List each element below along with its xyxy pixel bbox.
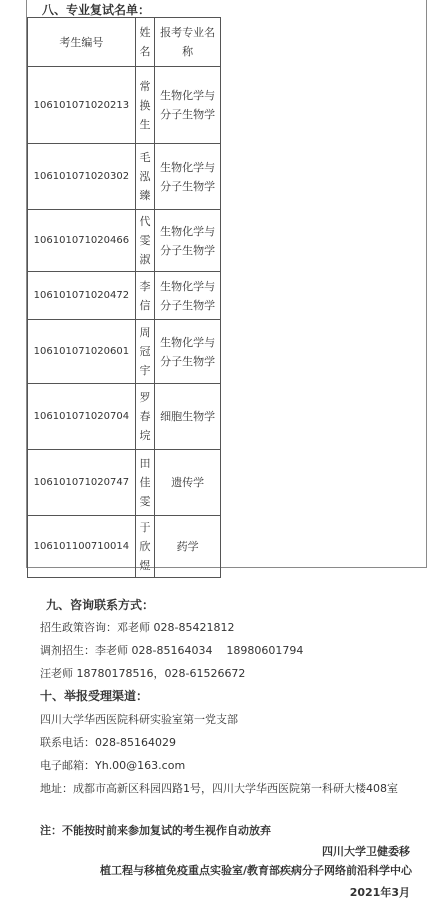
section-9-title: 九、咨询联系方式： [46,598,155,612]
candidate-major: 药学 [155,516,221,578]
transfer-contact: 调剂招生：李老师 028-85164034 18980601794 [40,644,304,657]
candidate-name-cell [135,450,155,516]
signature-date: 2021年3月 [349,886,410,899]
candidate-name: 罗春垸 [139,391,151,442]
report-email: 电子邮箱：Yh.00@163.com [40,759,186,772]
retest-list-table [27,17,221,578]
candidate-name-cell [135,384,155,450]
candidate-name: 田佳雯 [139,457,151,508]
candidate-name-cell [135,210,155,272]
candidate-name-cell [135,67,155,144]
frame-right-border [426,0,427,568]
candidate-id: 106101071020472 [28,272,136,320]
header-name-text: 姓名 [139,26,151,58]
absence-note: 注：不能按时前来参加复试的考生视作自动放弃 [40,824,271,837]
candidate-major: 遗传学 [155,450,221,516]
candidate-id: 106101071020213 [28,67,136,144]
candidate-major: 生物化学与分子生物学 [155,144,221,210]
retest-list-body [28,18,221,578]
report-org: 四川大学华西医院科研实验室第一党支部 [40,713,238,726]
candidate-id: 106101071020302 [28,144,136,210]
candidate-id: 106101100710014 [28,516,136,578]
signature-line-2: 植工程与移植免疫重点实验室/教育部疾病分子网络前沿科学中心 [99,864,412,877]
policy-contact: 招生政策咨询：邓老师 028-85421812 [40,621,235,634]
candidate-name-cell [135,272,155,320]
signature-line-1: 四川大学卫健委移 [322,845,410,858]
candidate-name-cell [135,516,155,578]
candidate-id: 106101071020704 [28,384,136,450]
table-row [28,450,221,516]
table-row [28,67,221,144]
candidate-name-cell [135,320,155,384]
table-row [28,210,221,272]
section-8-title: 八、专业复试名单： [42,3,151,17]
report-address: 地址：成都市高新区科园四路1号，四川大学华西医院第一科研大楼408室 [40,782,398,795]
table-row [28,272,221,320]
teacher-wang-contact: 汪老师 18780178516，028-61526672 [40,667,246,680]
candidate-major: 生物化学与分子生物学 [155,210,221,272]
candidate-major: 细胞生物学 [155,384,221,450]
candidate-name: 李信 [139,279,151,312]
candidate-name-cell [135,144,155,210]
header-major: 报考专业名称 [155,18,221,67]
table-row [28,516,221,578]
candidate-id: 106101071020466 [28,210,136,272]
section-10-title: 十、举报受理渠道： [40,689,149,703]
header-candidate-id: 考生编号 [28,18,136,67]
table-row [28,384,221,450]
candidate-name: 毛泓臻 [139,151,151,202]
table-row [28,144,221,210]
candidate-id: 106101071020747 [28,450,136,516]
candidate-id: 106101071020601 [28,320,136,384]
candidate-major: 生物化学与分子生物学 [155,67,221,144]
table-header-row [28,18,221,67]
candidate-name: 常换生 [139,79,151,131]
candidate-major: 生物化学与分子生物学 [155,320,221,384]
report-phone: 联系电话：028-85164029 [40,736,176,749]
header-name [135,18,155,67]
candidate-name: 于欣煜 [139,521,151,572]
table-row [28,320,221,384]
candidate-name: 周冠宇 [139,326,151,377]
candidate-name: 代雯淑 [139,215,151,266]
candidate-major: 生物化学与分子生物学 [155,272,221,320]
